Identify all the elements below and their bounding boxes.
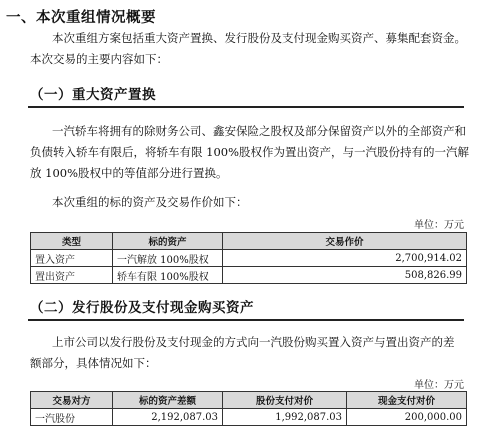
cell-type: 置出资产 <box>31 267 113 284</box>
header-price: 交易作价 <box>223 233 467 250</box>
purchase-table <box>30 391 467 426</box>
cell-share-payment: 1,992,087.03 <box>223 409 347 426</box>
header-difference: 标的资产差额 <box>113 392 223 409</box>
header-cash-payment: 现金支付对价 <box>347 392 467 409</box>
header-share-payment: 股份支付对价 <box>223 392 347 409</box>
sub1-table-intro: 本次重组的标的资产及交易作价如下： <box>52 195 248 209</box>
cell-asset: 轿车有限 100%股权 <box>113 267 223 284</box>
sub2-para-line-1: 上市公司以发行股份及支付现金的方式向一汽股份购买置入资产与置出资产的差 <box>52 335 455 349</box>
sub1-para-line-2: 负债转入轿车有限后，将轿车有限 100%股权作为置出资产，与一汽股份持有的一汽解 <box>30 145 470 159</box>
subsection-1-title: （一）重大资产置换 <box>30 87 156 103</box>
header-type: 类型 <box>31 233 113 250</box>
intro-line-1: 本次重组方案包括重大资产置换、发行股份及支付现金购买资产、募集配套资金。 <box>52 31 466 45</box>
table-row <box>31 250 467 267</box>
section-title: 一、本次重组情况概要 <box>6 10 156 26</box>
sub2-para-line-2: 额部分，具体情况如下： <box>30 356 157 370</box>
header-counterparty: 交易对方 <box>31 392 113 409</box>
sub1-unit-label: 单位：万元 <box>414 220 464 231</box>
subsection-2-rule <box>28 319 464 321</box>
cell-asset: 一汽解放 100%股权 <box>113 250 223 267</box>
cell-difference: 2,192,087.03 <box>113 409 223 426</box>
cell-price: 2,700,914.02 <box>223 250 467 267</box>
cell-price: 508,826.99 <box>223 267 467 284</box>
table-header-row <box>31 392 467 409</box>
table-row <box>31 267 467 284</box>
header-asset: 标的资产 <box>113 233 223 250</box>
subsection-1-rule <box>28 106 464 108</box>
cell-type: 置入资产 <box>31 250 113 267</box>
sub2-unit-label: 单位：万元 <box>414 380 464 391</box>
asset-swap-table <box>30 232 467 284</box>
table-header-row <box>31 233 467 250</box>
sub1-para-line-3: 放 100%股权中的等值部分进行置换。 <box>30 166 228 180</box>
intro-line-2: 本次交易的主要内容如下： <box>30 52 168 66</box>
subsection-2-title: （二）发行股份及支付现金购买资产 <box>30 300 254 316</box>
cell-counterparty: 一汽股份 <box>31 409 113 426</box>
cell-cash-payment: 200,000.00 <box>347 409 467 426</box>
table-row <box>31 409 467 426</box>
sub1-para-line-1: 一汽轿车将拥有的除财务公司、鑫安保险之股权及部分保留资产以外的全部资产和 <box>52 124 466 138</box>
